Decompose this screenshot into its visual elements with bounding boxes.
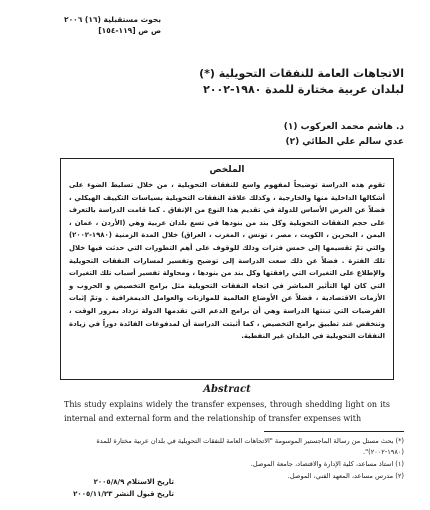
title-line-2: لبلدان عربية مختارة للمدة ١٩٨٠-٢٠٠٢ [203, 83, 404, 96]
author-1: د. هاشم محمد العركوب (١) [283, 122, 404, 132]
received-date: تاريخ الاستلام ٢٠٠٥/٨/٩ [93, 478, 174, 486]
footnote-star: (*) بحث مستل من رسالة الماجستير الموسومة "الاتجاهات العامة للنفقات التحويلية في بلدان عربية مختارة للمدة (١٩٨٠-٢٠٠٢)". [96, 437, 404, 456]
submission-dates [64, 476, 174, 500]
accepted-date: تاريخ قبول النشر ٢٠٠٥/١١/٢٣ [73, 490, 174, 498]
author-list [144, 120, 404, 150]
arabic-abstract-text: تقوم هذه الدراسة توضيحاً لمفهوم واسع للنفقات التحويلية ، من خلال تسليط الضوء على أشكالها الداخلية منها والخارجية ، وكذلك علاقة النفقات التحويلية بسياسات التكييف الهيكلي ، فضلاً عن الغرض الأساس للدولة في تقديم هذا النوع من الإنفاق . كما قامت الدراسة بالتعرف على حجم النفقات التحويلية وكل بند من بنودها في تسع بلدان عربية وهي (الأردن ، عمان ، اليمن ، البحرين ، الكويت ، مصر ، تونس ، المغرب ، العراق) خلال المدة الزمنية (١٩٨٠-٢٠٠٢) والتي تمّ تقسيمها إلى خمس فترات وذلك للوقوف على أهم التطورات التي حدثت فيها خلال تلك الفترة . فضلاً عن ذلك سعت الدراسة إلى توضيح وتفسير لمسارات النفقات التحويلية والإطلاع على التغيرات التي رافقتها وكل بند من بنودها ، ومحاولة تفسير أسباب تلك التغيرات التي كان لها التأثير المباشر في اتجاه النفقات التحويلية مثل برامج التخصيص و الحروب و الأزمات الاقتصادية ، فضلاً عن الأوضاع العالمية للموازنات والعوامل الديمغرافية . وتمّ إثبات الفرضيات التي تبنتها الدراسة وهي أن برامج الدعم التي تقدمها الدولة تزداد بمرور الوقت ، وتنخفض عند تطبيق برامج التخصيص ، كما أثبتت الدراسة أن لمدفوعات الفائدة دوراً في زيادة النفقات التحويلية في البلدان غير النفطية. [69, 181, 385, 341]
english-abstract-text: This study explains widely the transfer expenses, through shedding light on its internal and external form and the relationship of transfer expenses with [64, 400, 390, 423]
english-abstract-heading: Abstract [203, 384, 251, 395]
title-line-1: الاتجاهات العامة للنفقات التحويلية (*) [199, 67, 404, 80]
paper-title [84, 66, 404, 98]
footnote-1: (١) استاذ مساعد، كلية الإدارة والاقتصاد، جامعة الموصل. [250, 460, 404, 468]
footnote-divider [264, 431, 404, 432]
arabic-abstract-box [60, 158, 394, 380]
arabic-abstract-heading: الملخص [209, 165, 245, 175]
page-range: ص ص [١١٩-١٥٤] [98, 26, 162, 35]
journal-issue: بحوث مستقبلية (١٦) ٢٠٠٦ [64, 15, 162, 24]
author-2: عدي سالم علي الطائي (٢) [285, 137, 404, 147]
footnote-2: (٢) مدرس مساعد، المعهد الفني، الموصل. [287, 472, 404, 480]
running-head [64, 14, 161, 36]
